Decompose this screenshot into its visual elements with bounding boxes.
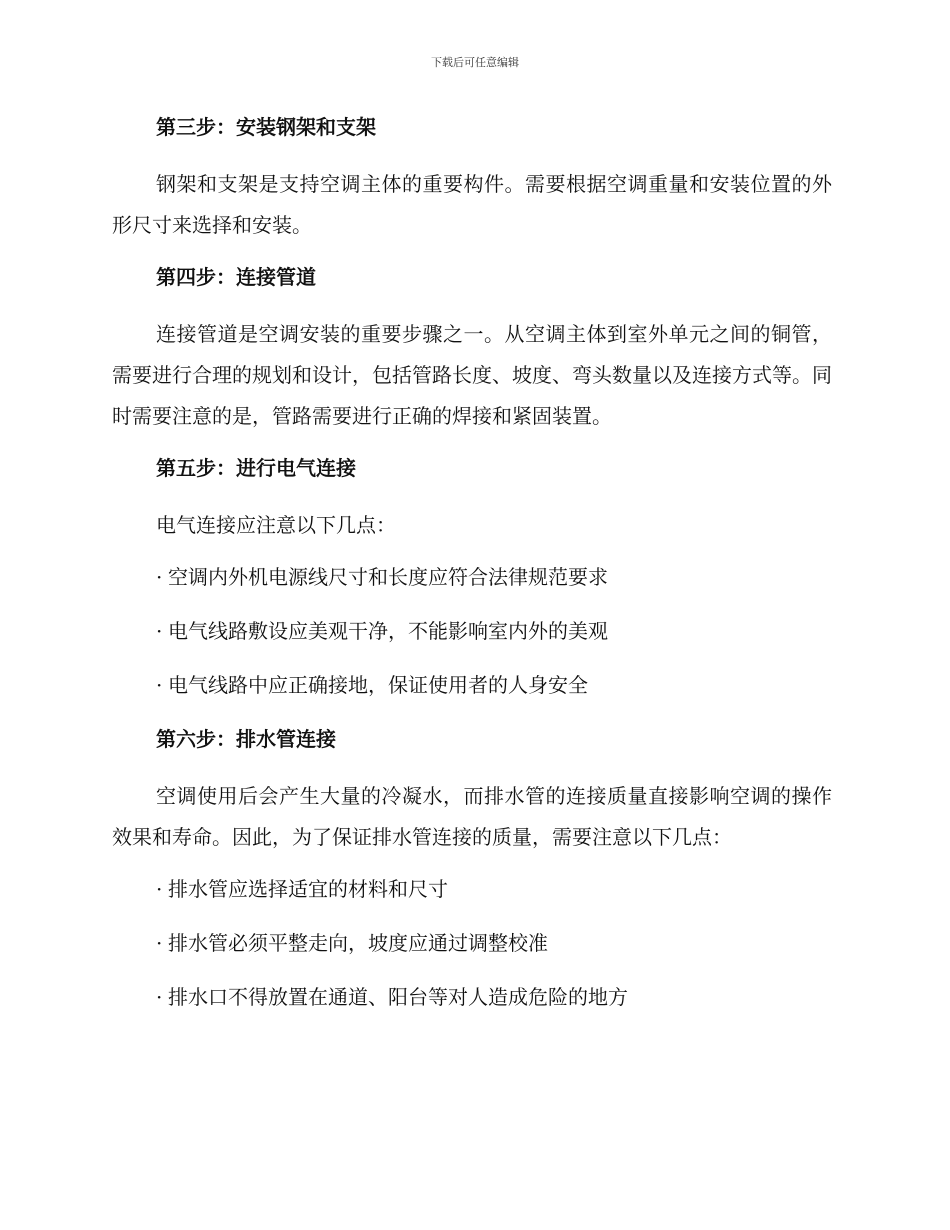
list-item [112, 872, 832, 906]
bullet-icon: · [156, 985, 163, 1009]
list-item-text: 排水口不得放置在通道、阳台等对人造成危险的地方 [168, 985, 628, 1009]
bullet-icon: · [156, 565, 163, 589]
bullet-icon: · [156, 619, 163, 643]
heading-step-6: 第六步：排水管连接 [156, 727, 336, 751]
paragraph-electrical-intro: 电气连接应注意以下几点： [156, 513, 396, 537]
list-item [112, 926, 832, 960]
bullet-icon: · [156, 931, 163, 955]
heading-step-5: 第五步：进行电气连接 [156, 456, 356, 480]
list-item [112, 668, 832, 702]
list-item-text: 电气线路中应正确接地，保证使用者的人身安全 [168, 673, 588, 697]
paragraph-steel-frame: 钢架和支架是支持空调主体的重要构件。需要根据空调重量和安装位置的外形尺寸来选择和安装。 [112, 172, 832, 237]
page-header: 下载后可任意编辑 [431, 56, 519, 69]
heading-step-3: 第三步：安装钢架和支架 [156, 115, 376, 139]
list-item [112, 980, 832, 1014]
list-item [112, 560, 832, 594]
list-item-text: 排水管应选择适宜的材料和尺寸 [168, 877, 448, 901]
list-item-text: 空调内外机电源线尺寸和长度应符合法律规范要求 [168, 565, 608, 589]
paragraph-drainage-intro: 空调使用后会产生大量的冷凝水，而排水管的连接质量直接影响空调的操作效果和寿命。因此，为了保证排水管连接的质量，需要注意以下几点： [112, 784, 832, 849]
bullet-icon: · [156, 877, 163, 901]
bullet-icon: · [156, 673, 163, 697]
paragraph-pipe-connection: 连接管道是空调安装的重要步骤之一。从空调主体到室外单元之间的铜管，需要进行合理的规划和设计，包括管路长度、坡度、弯头数量以及连接方式等。同时需要注意的是，管路需要进行正确的焊接和紧固装置。 [112, 322, 832, 428]
list-item [112, 614, 832, 648]
list-item-text: 电气线路敷设应美观干净，不能影响室内外的美观 [168, 619, 608, 643]
heading-step-4: 第四步：连接管道 [156, 265, 316, 289]
list-item-text: 排水管必须平整走向，坡度应通过调整校准 [168, 931, 548, 955]
document-body [112, 110, 832, 1034]
